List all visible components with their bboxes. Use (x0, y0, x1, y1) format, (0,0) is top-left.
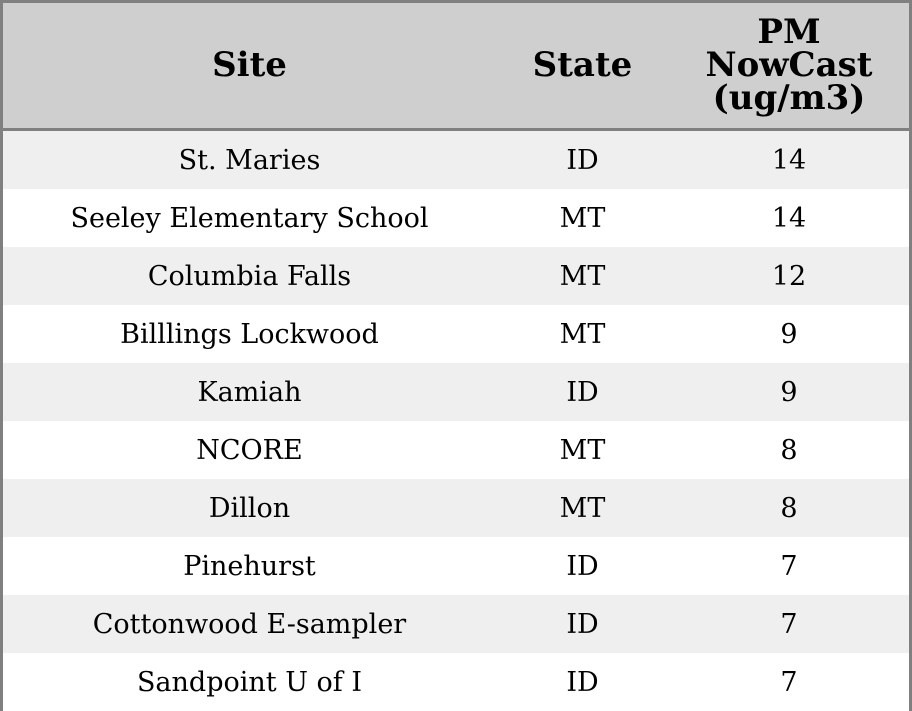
pm-value-cell: 7 (669, 653, 909, 711)
state-cell: MT (496, 189, 669, 247)
pm-value-cell: 7 (669, 595, 909, 653)
site-cell: Kamiah (3, 363, 496, 421)
table-row (3, 595, 909, 653)
state-cell: MT (496, 479, 669, 537)
table-row (3, 247, 909, 305)
table-row (3, 130, 909, 190)
table-row (3, 653, 909, 711)
state-cell: MT (496, 305, 669, 363)
pm-value-cell: 14 (669, 130, 909, 190)
header-row (3, 3, 909, 130)
pm-value-cell: 9 (669, 305, 909, 363)
site-cell: Seeley Elementary School (3, 189, 496, 247)
state-cell: ID (496, 130, 669, 190)
site-cell: Dillon (3, 479, 496, 537)
column-header-label: PM NowCast (ug/m3) (705, 12, 873, 118)
pm-value-cell: 9 (669, 363, 909, 421)
table-body (3, 130, 909, 711)
site-cell: Columbia Falls (3, 247, 496, 305)
site-cell: Sandpoint U of I (3, 653, 496, 711)
pm-value-cell: 14 (669, 189, 909, 247)
pm-value-cell: 8 (669, 421, 909, 479)
table-row (3, 537, 909, 595)
state-cell: ID (496, 595, 669, 653)
table-row (3, 363, 909, 421)
site-cell: Pinehurst (3, 537, 496, 595)
column-header-site (3, 3, 496, 130)
state-cell: ID (496, 363, 669, 421)
site-cell: Billlings Lockwood (3, 305, 496, 363)
state-cell: MT (496, 421, 669, 479)
column-header-label: Site (212, 45, 287, 85)
column-header-label: State (532, 45, 633, 85)
table-row (3, 479, 909, 537)
pm-nowcast-table (3, 3, 909, 711)
pm-value-cell: 7 (669, 537, 909, 595)
site-cell: St. Maries (3, 130, 496, 190)
state-cell: ID (496, 653, 669, 711)
state-cell: ID (496, 537, 669, 595)
pm-value-cell: 12 (669, 247, 909, 305)
column-header-pm-nowcast (669, 3, 909, 130)
pm-value-cell: 8 (669, 479, 909, 537)
site-cell: Cottonwood E-sampler (3, 595, 496, 653)
table-row (3, 421, 909, 479)
site-cell: NCORE (3, 421, 496, 479)
table-row (3, 305, 909, 363)
state-cell: MT (496, 247, 669, 305)
column-header-state (496, 3, 669, 130)
table-row (3, 189, 909, 247)
